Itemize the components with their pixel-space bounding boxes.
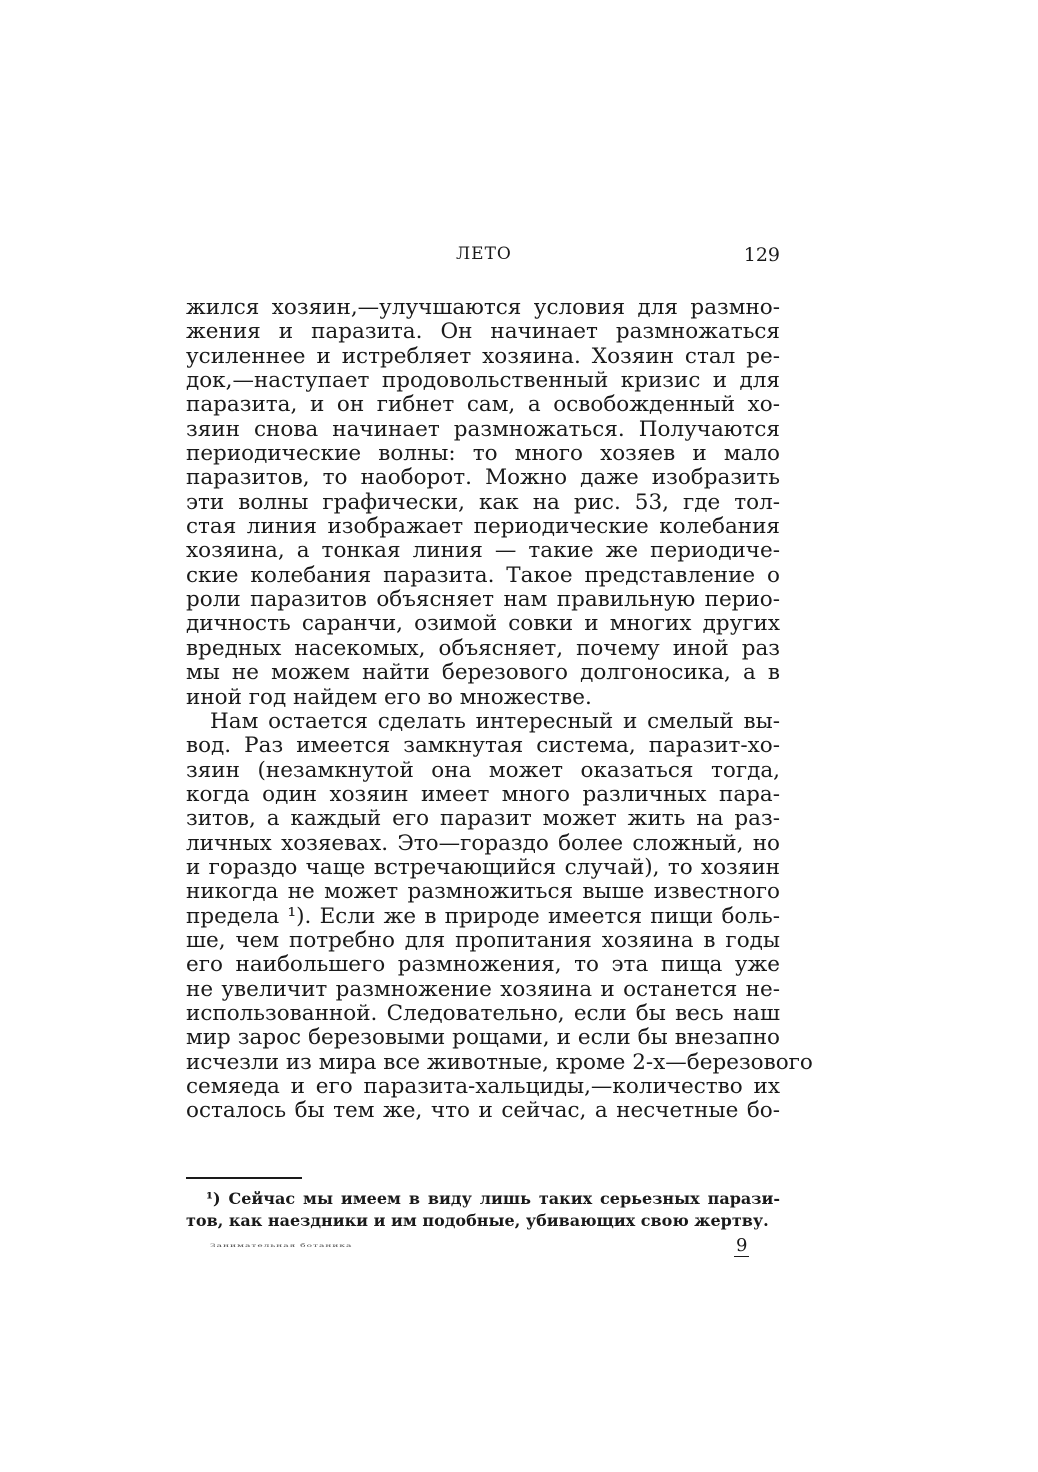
text-line: дичность саранчи, озимой совки и многих других — [186, 611, 780, 637]
text-line: усиленнее и истребляет хозяина. Хозяин стал ре- — [186, 343, 780, 369]
text-line: использованной. Следовательно, если бы весь наш — [186, 1000, 780, 1026]
page-number: 129 — [743, 244, 780, 266]
text-line: зяин (незамкнутой она может оказаться тогда, — [186, 757, 780, 783]
text-line: исчезли из мира все животные, кроме 2-х—березового — [186, 1049, 813, 1075]
printer-signature: Занимательная ботаника — [210, 1243, 353, 1249]
text-line: хозяина, а тонкая линия — такие же периодиче- — [186, 538, 780, 564]
text-line: паразита, и он гибнет сам, а освобожденный хо- — [186, 392, 780, 418]
text-line: вод. Раз имеется замкнутая система, паразит-хо- — [186, 733, 780, 759]
text-line: мир зарос березовыми рощами, и если бы внезапно — [186, 1025, 780, 1051]
text-line: осталось бы тем же, что и сейчас, а несчетные бо- — [186, 1098, 780, 1124]
footnote-line: тов, как наездники и им подобные, убивающих свою жертву. — [186, 1211, 769, 1230]
text-line: не увеличит размножение хозяина и останется не- — [186, 976, 780, 1002]
text-line: зитов, а каждый его паразит может жить на раз- — [186, 806, 780, 832]
text-line: эти волны графически, как на рис. 53, где тол- — [186, 489, 780, 515]
running-head — [186, 244, 780, 268]
text-line: паразитов, то наоборот. Можно даже изобразить — [186, 465, 780, 491]
text-line: семяеда и его паразита-хальциды,—количество их — [186, 1074, 780, 1099]
text-line: ские колебания паразита. Такое представление о — [186, 562, 780, 588]
footnote — [186, 1188, 780, 1232]
footnote-divider — [186, 1177, 302, 1179]
signature-number: 9 — [736, 1235, 748, 1256]
text-line: зяин снова начинает размножаться. Получаются — [186, 416, 780, 442]
text-line: стая линия изображает периодические колебания — [186, 514, 780, 540]
text-line: вредных насекомых, объясняет, почему иной раз — [186, 635, 780, 661]
footnote-line: ¹) Сейчас мы имеем в виду лишь таких серьезных парази- — [206, 1189, 780, 1208]
text-line: его наибольшего размножения, то эта пища уже — [186, 952, 780, 978]
text-line: мы не можем найти березового долгоносика, а в — [186, 660, 780, 686]
text-line: никогда не может размножиться выше известного — [186, 879, 780, 905]
text-line: периодические волны: то много хозяев и мало — [186, 441, 780, 467]
text-line: жения и паразита. Он начинает размножаться — [186, 319, 780, 345]
text-line: и гораздо чаще встречающийся случай), то хозяин — [186, 854, 780, 880]
text-line: роли паразитов объясняет нам правильную перио- — [186, 587, 780, 613]
text-line: иной год найдем его во множестве. — [186, 684, 592, 710]
text-line: личных хозяевах. Это—гораздо более сложный, но — [186, 830, 780, 856]
text-line: док,—наступает продовольственный кризис и для — [186, 368, 780, 394]
paragraph-start-line: Нам остается сделать интересный и смелый вы- — [210, 708, 780, 734]
text-line: когда один хозяин имеет много различных пара- — [186, 781, 780, 807]
running-title: ЛЕТО — [456, 244, 512, 264]
text-line: жился хозяин,—улучшаются условия для размно- — [186, 295, 780, 320]
text-line: предела ¹). Если же в природе имеется пищи боль- — [186, 903, 780, 929]
text-line: ше, чем потребно для пропитания хозяина в годы — [186, 927, 780, 953]
body-text — [186, 295, 813, 1124]
